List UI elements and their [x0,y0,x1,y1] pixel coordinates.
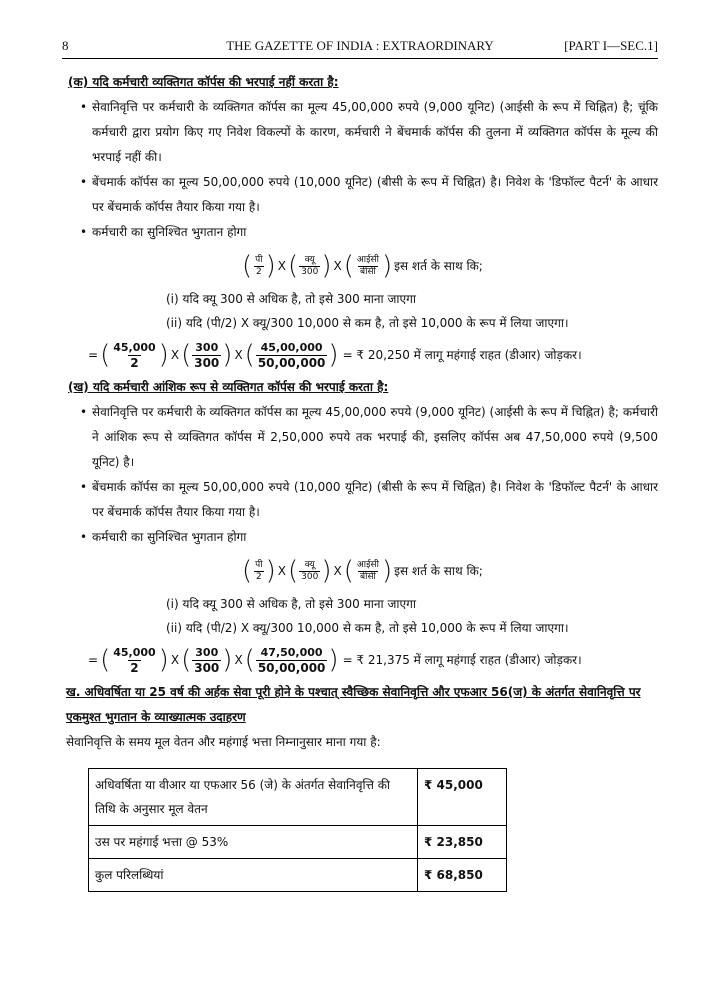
table-cell-label: कुल परिलब्धियां [89,859,418,892]
main-content [62,70,658,755]
table-cell-label: अधिवर्षिता या वीआर या एफआर 56 (जे) के अंतर्गत सेवानिवृत्ति की तिथि के अनुसार मूल वेतन [89,769,418,826]
table-row [89,826,507,859]
part-section-label: [PART I—SEC.1] [564,38,658,53]
formula-condition-text: इस शर्त के साथ कि; [394,563,483,578]
condition-item: (ii) यदि (पी/2) X क्यू/300 10,000 से कम है, तो इसे 10,000 के रूप में लिया जाएगा। [166,316,569,330]
bullet-text: कर्मचारी का सुनिश्चित भुगतान होगा [92,530,247,544]
payout-formula: ( $\frac{\text{पी}}{2}$ ) X ( $\frac{\text{क्यू}}{300}$ ) X ( $\frac{\text{आईसी}}{\text{बीसी}}$ ) इस शर्त के साथ कि; [242,251,483,281]
table-row [89,769,507,826]
fraction-ic-over-bc: $\frac{\text{आईसी}}{\text{बीसी}}$ [356,254,379,277]
fraction-p-over-2: $\frac{\text{पी}}{2}$ [255,254,263,277]
list-item [62,220,658,245]
table-cell-label: उस पर महंगाई भत्ता @ 53% [89,826,418,859]
fraction-q-over-300: $\frac{\text{क्यू}}{300}$ [301,254,319,277]
calc-result: = ₹ 21,375 में लागू महंगाई राहत (डीआर) जोड़कर। [342,652,582,667]
section-a-heading: (क) यदि कर्मचारी व्यक्तिगत कॉर्पस की भरपाई नहीं करता है: [68,75,339,89]
bullet-icon: • [80,100,88,114]
calculation-line: = ( $\frac{45,000}{2}$ ) X ( $\frac{300}{300}$ ) X ( $\frac{45,00,000}{50,00,000}$ ) = ₹ 20,250 में लागू महंगाई राहत (डीआर) जोड़कर। [88,340,582,370]
bullet-icon: • [80,175,88,189]
fraction-q-over-300: $\frac{\text{क्यू}}{300}$ [301,559,319,582]
bullet-icon: • [80,480,88,494]
list-item [62,170,658,220]
condition-item: (ii) यदि (पी/2) X क्यू/300 10,000 से कम है, तो इसे 10,000 के रूप में लिया जाएगा। [166,621,569,635]
bullet-icon: • [80,405,88,419]
condition-item: (i) यदि क्यू 300 से अधिक है, तो इसे 300 माना जाएगा [166,292,416,306]
bullet-icon: • [80,225,88,239]
page-header [62,38,658,60]
bullet-text: बेंचमार्क कॉर्पस का मूल्य 50,00,000 रुपये (10,000 यूनिट) (बीसी के रूप में चिह्नित) है। निवेश के 'डिफॉल्ट पैटर्न' के आधार पर बेंचमार्क कॉर्पस तैयार किया गया है। [92,480,658,519]
page-number: 8 [62,38,69,53]
calc-fraction-2: $\frac{300}{300}$ [194,645,220,675]
table-row [89,859,507,892]
fraction-p-over-2: $\frac{\text{पी}}{2}$ [255,559,263,582]
section-kh-intro: सेवानिवृत्ति के समय मूल वेतन और महंगाई भत्ता निम्नानुसार माना गया है: [66,735,381,749]
bullet-text: बेंचमार्क कॉर्पस का मूल्य 50,00,000 रुपये (10,000 यूनिट) (बीसी के रूप में चिह्नित) है। निवेश के 'डिफॉल्ट पैटर्न' के आधार पर बेंचमार्क कॉर्पस तैयार किया गया है। [92,175,658,214]
payout-formula: ( $\frac{\text{पी}}{2}$ ) X ( $\frac{\text{क्यू}}{300}$ ) X ( $\frac{\text{आईसी}}{\text{बीसी}}$ ) इस शर्त के साथ कि; [242,556,483,586]
calc-fraction-1: $\frac{45,000}{2}$ [113,340,156,370]
header-rule [62,58,658,59]
section-b-heading: (ख) यदि कर्मचारी आंशिक रूप से व्यक्तिगत कॉर्पस की भरपाई करता है: [68,380,389,394]
section-kh-heading: ख. अधिवर्षिता या 25 वर्ष की अर्हक सेवा पूरी होने के पश्चात् स्वैच्छिक सेवानिवृत्ति और एफआर 56(ज) के अंतर्गत सेवानिवृत्ति पर एकमुश्त भुगतान के व्याख्यात्मक उदाहरण [66,685,641,724]
table-cell-value: ₹ 68,850 [418,859,507,892]
list-item [62,95,658,170]
list-item [62,400,658,475]
calculation-line: = ( $\frac{45,000}{2}$ ) X ( $\frac{300}{300}$ ) X ( $\frac{47,50,000}{50,00,000}$ ) = ₹ 21,375 में लागू महंगाई राहत (डीआर) जोड़कर। [88,645,582,675]
formula-condition-text: इस शर्त के साथ कि; [394,258,483,273]
list-item [62,525,658,550]
table-cell-value: ₹ 45,000 [418,769,507,826]
emoluments-table [88,768,507,892]
calc-result: = ₹ 20,250 में लागू महंगाई राहत (डीआर) जोड़कर। [342,347,582,362]
condition-item: (i) यदि क्यू 300 से अधिक है, तो इसे 300 माना जाएगा [166,597,416,611]
table-cell-value: ₹ 23,850 [418,826,507,859]
bullet-icon: • [80,530,88,544]
calc-fraction-2: $\frac{300}{300}$ [194,340,220,370]
gazette-title: THE GAZETTE OF INDIA : EXTRAORDINARY [226,38,494,53]
list-item [62,475,658,525]
fraction-ic-over-bc: $\frac{\text{आईसी}}{\text{बीसी}}$ [356,559,379,582]
calc-fraction-1: $\frac{45,000}{2}$ [113,645,156,675]
bullet-text: सेवानिवृत्ति पर कर्मचारी के व्यक्तिगत कॉर्पस का मूल्य 45,00,000 रुपये (9,000 यूनिट) (आईसी के रूप में चिह्नित) है; चूंकि कर्मचारी द्वारा प्रयोग किए गए निवेश विकल्पों के कारण, कर्मचारी ने बेंचमार्क कॉर्पस की तुलना में व्यक्तिगत कॉर्पस के मूल्य की भरपाई नहीं की। [92,100,658,164]
calc-fraction-3: $\frac{47,50,000}{50,00,000}$ [257,645,326,675]
calc-fraction-3: $\frac{45,00,000}{50,00,000}$ [257,340,326,370]
bullet-text: सेवानिवृत्ति पर कर्मचारी के व्यक्तिगत कॉर्पस का मूल्य 45,00,000 रुपये (9,000 यूनिट) (आईसी के रूप में चिह्नित) है; कर्मचारी ने आंशिक रूप से व्यक्तिगत कॉर्पस में 2,50,000 रुपये तक भरपाई की, इसलिए कॉर्पस अब 47,50,000 रुपये (9,500 यूनिट) है। [92,405,658,469]
bullet-text: कर्मचारी का सुनिश्चित भुगतान होगा [92,225,247,239]
